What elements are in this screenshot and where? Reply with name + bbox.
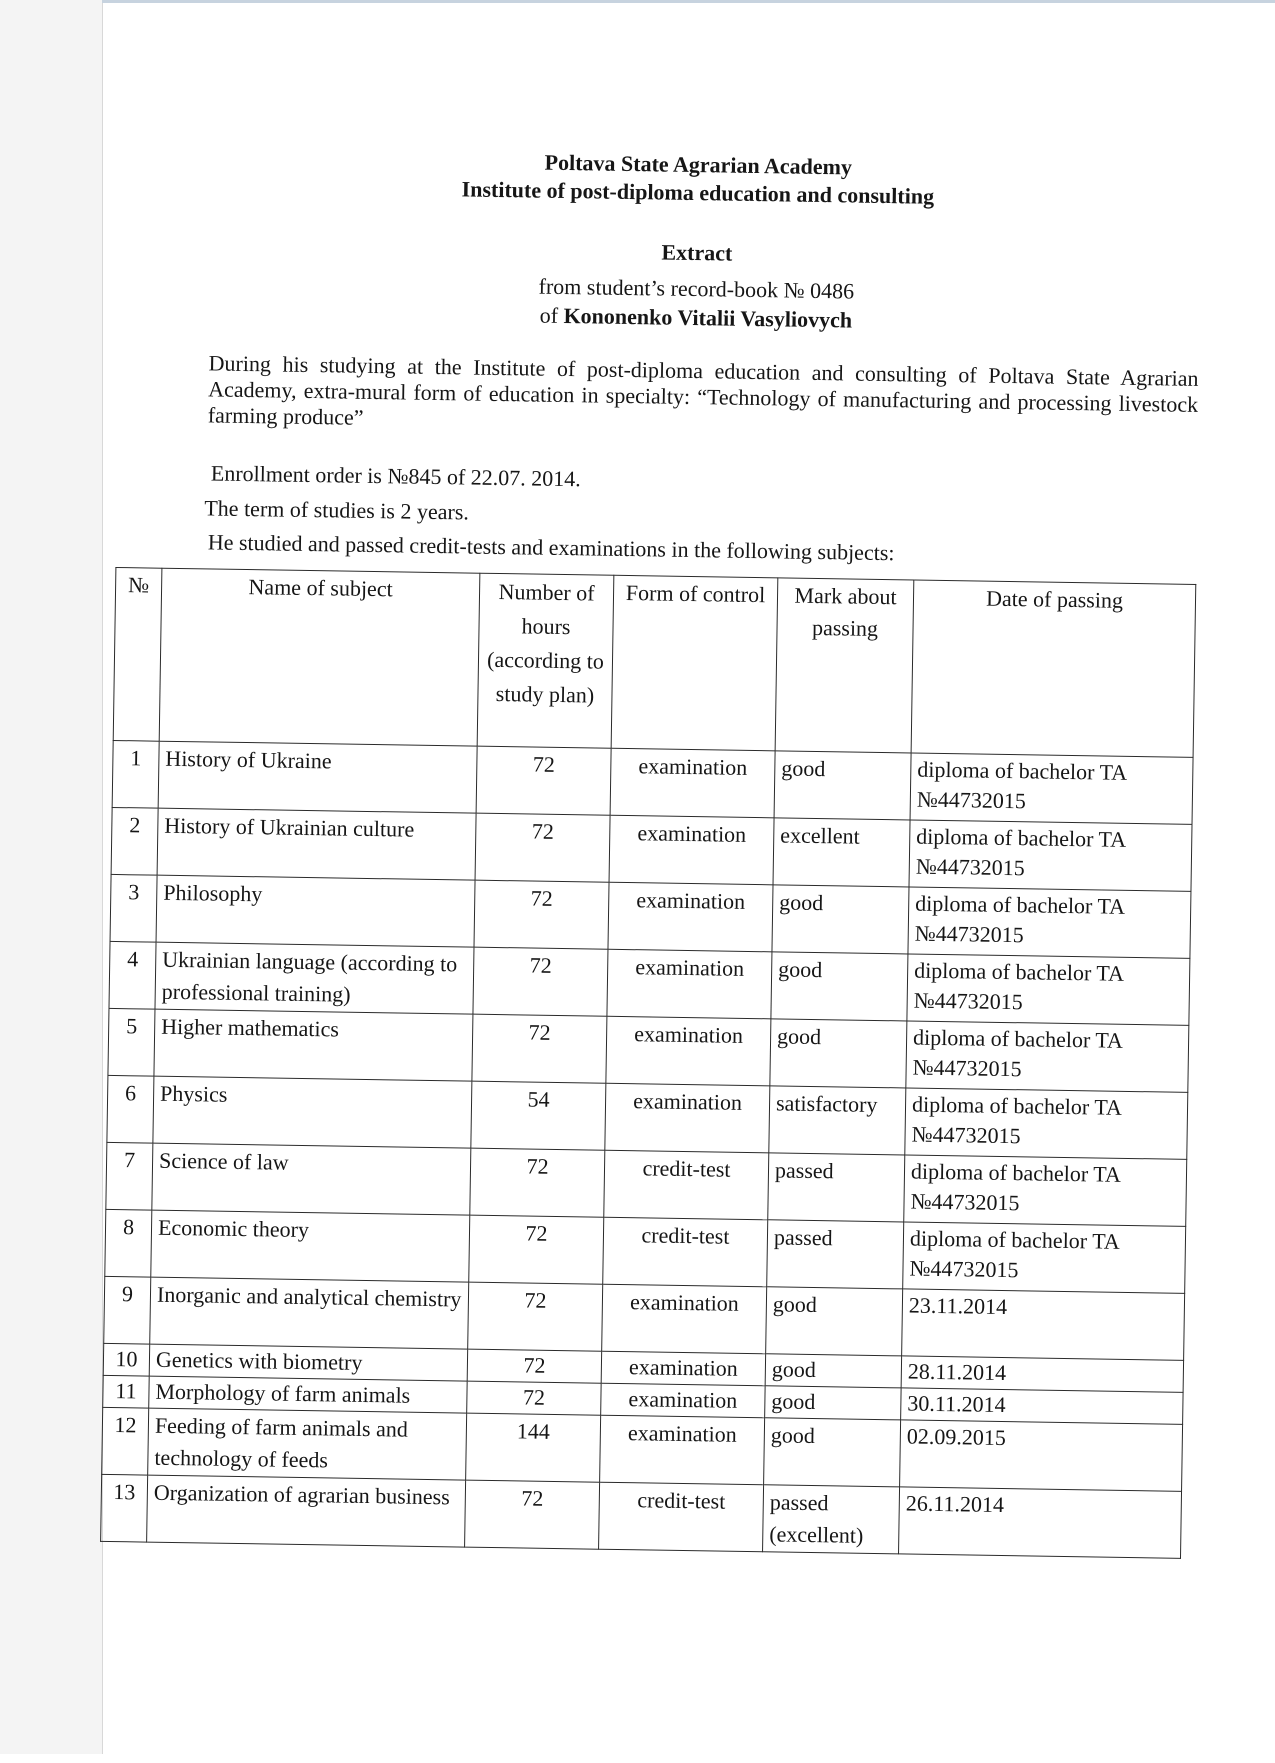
row-date: 02.09.2015 bbox=[900, 1420, 1183, 1491]
header-subject: Name of subject bbox=[159, 568, 480, 746]
row-mark: passed (excellent) bbox=[763, 1485, 900, 1554]
row-num: 9 bbox=[104, 1276, 151, 1344]
row-num: 10 bbox=[103, 1343, 149, 1376]
row-subject: History of Ukraine bbox=[158, 741, 477, 813]
row-hours: 72 bbox=[473, 947, 608, 1016]
row-num: 3 bbox=[110, 874, 157, 942]
institute-title: Institute of post-diploma education and consulting bbox=[461, 176, 935, 209]
row-mark: good bbox=[764, 1418, 901, 1487]
row-form: examination bbox=[602, 1284, 767, 1354]
row-form: examination bbox=[600, 1415, 765, 1485]
row-hours: 72 bbox=[472, 1014, 607, 1083]
row-form: credit-test bbox=[599, 1482, 764, 1552]
header-hours: Number of hours (according to study plan) bbox=[477, 573, 614, 748]
document-type: Extract bbox=[661, 239, 733, 266]
row-mark: passed bbox=[768, 1153, 905, 1222]
row-form: examination bbox=[606, 1016, 771, 1086]
of-prefix: of bbox=[539, 302, 559, 328]
header-date: Date of passing bbox=[911, 580, 1196, 757]
row-num: 1 bbox=[112, 740, 159, 808]
row-date: diploma of bachelor TA №44732015 bbox=[905, 1088, 1188, 1159]
row-hours: 72 bbox=[470, 1148, 605, 1217]
grades-table bbox=[100, 567, 1196, 1559]
row-hours: 54 bbox=[471, 1081, 606, 1150]
row-subject: Organization of agrarian business bbox=[147, 1475, 466, 1547]
student-name: Kononenko Vitalii Vasyliovych bbox=[563, 302, 853, 333]
table-header-row bbox=[113, 567, 1196, 757]
row-num: 12 bbox=[102, 1407, 149, 1475]
row-subject: Genetics with biometry bbox=[149, 1344, 467, 1381]
row-mark: passed bbox=[767, 1220, 904, 1289]
row-form: examination bbox=[607, 949, 772, 1019]
page-left-edge bbox=[0, 0, 103, 1754]
row-form: examination bbox=[601, 1351, 765, 1386]
row-hours: 72 bbox=[474, 880, 609, 949]
row-mark: excellent bbox=[773, 818, 910, 887]
row-date: 23.11.2014 bbox=[902, 1289, 1185, 1360]
enrollment-order: Enrollment order is №845 of 22.07. 2014. bbox=[210, 460, 581, 492]
document-sheet bbox=[87, 0, 1275, 1763]
row-form: examination bbox=[609, 815, 774, 885]
row-hours: 72 bbox=[468, 1282, 603, 1351]
row-date: diploma of bachelor TA №44732015 bbox=[904, 1155, 1187, 1226]
row-date: 28.11.2014 bbox=[901, 1356, 1183, 1392]
row-hours: 72 bbox=[469, 1215, 604, 1284]
row-subject: Feeding of farm animals and technology of feeds bbox=[148, 1408, 467, 1480]
row-mark: satisfactory bbox=[769, 1086, 906, 1155]
row-mark: good bbox=[765, 1354, 901, 1388]
row-form: examination bbox=[601, 1383, 765, 1418]
header-mark: Mark about passing bbox=[775, 578, 914, 753]
row-mark: good bbox=[770, 1019, 907, 1088]
row-mark: good bbox=[765, 1386, 901, 1420]
row-subject: Ukrainian language (according to professional training) bbox=[155, 942, 474, 1014]
row-num: 7 bbox=[106, 1142, 153, 1210]
row-hours: 72 bbox=[467, 1381, 601, 1415]
header-form: Form of control bbox=[611, 575, 778, 751]
row-hours: 72 bbox=[465, 1480, 600, 1549]
row-num: 8 bbox=[105, 1209, 152, 1277]
row-num: 11 bbox=[103, 1375, 149, 1408]
row-num: 13 bbox=[101, 1474, 148, 1542]
row-subject: Physics bbox=[153, 1076, 472, 1148]
institution-title: Poltava State Agrarian Academy bbox=[544, 149, 853, 180]
row-date: 26.11.2014 bbox=[899, 1487, 1182, 1558]
row-subject: History of Ukrainian culture bbox=[157, 808, 476, 880]
row-form: examination bbox=[610, 748, 775, 818]
row-date: diploma of bachelor TA №44732015 bbox=[908, 887, 1191, 958]
row-subject: Inorganic and analytical chemistry bbox=[150, 1277, 469, 1349]
row-subject: Higher mathematics bbox=[154, 1009, 473, 1081]
record-book-line: from student’s record-book № 0486 bbox=[538, 273, 855, 304]
row-date: 30.11.2014 bbox=[901, 1388, 1183, 1424]
row-date: diploma of bachelor TA №44732015 bbox=[909, 820, 1192, 891]
header-num: № bbox=[113, 567, 162, 741]
row-num: 2 bbox=[111, 807, 158, 875]
row-subject: Morphology of farm animals bbox=[149, 1376, 467, 1413]
row-hours: 72 bbox=[467, 1349, 601, 1383]
row-num: 4 bbox=[109, 941, 156, 1009]
row-form: examination bbox=[605, 1083, 770, 1153]
row-hours: 144 bbox=[466, 1413, 601, 1482]
row-date: diploma of bachelor TA №44732015 bbox=[903, 1222, 1186, 1293]
row-date: diploma of bachelor TA №44732015 bbox=[910, 753, 1193, 824]
row-subject: Science of law bbox=[152, 1143, 471, 1215]
row-mark: good bbox=[766, 1287, 903, 1356]
row-num: 6 bbox=[107, 1075, 154, 1143]
row-date: diploma of bachelor TA №44732015 bbox=[906, 1021, 1189, 1092]
term-of-studies: The term of studies is 2 years. bbox=[204, 495, 470, 525]
row-mark: good bbox=[774, 751, 911, 820]
row-subject: Economic theory bbox=[151, 1210, 470, 1282]
intro-paragraph: During his studying at the Institute of post-diploma education and consulting of Poltava State Agrarian Academy, extra-mural form of education in specialty: “Technology of manufacturing and processing livestock farming produce” bbox=[207, 350, 1199, 430]
row-mark: good bbox=[771, 952, 908, 1021]
row-num: 5 bbox=[108, 1008, 155, 1076]
subjects-intro: He studied and passed credit-tests and examinations in the following subjects: bbox=[207, 529, 895, 566]
row-subject: Philosophy bbox=[156, 875, 475, 947]
row-form: credit-test bbox=[603, 1217, 768, 1287]
row-form: examination bbox=[608, 882, 773, 952]
row-date: diploma of bachelor TA №44732015 bbox=[907, 954, 1190, 1025]
row-form: credit-test bbox=[604, 1150, 769, 1220]
row-hours: 72 bbox=[475, 813, 610, 882]
row-hours: 72 bbox=[476, 746, 611, 815]
row-mark: good bbox=[772, 885, 909, 954]
